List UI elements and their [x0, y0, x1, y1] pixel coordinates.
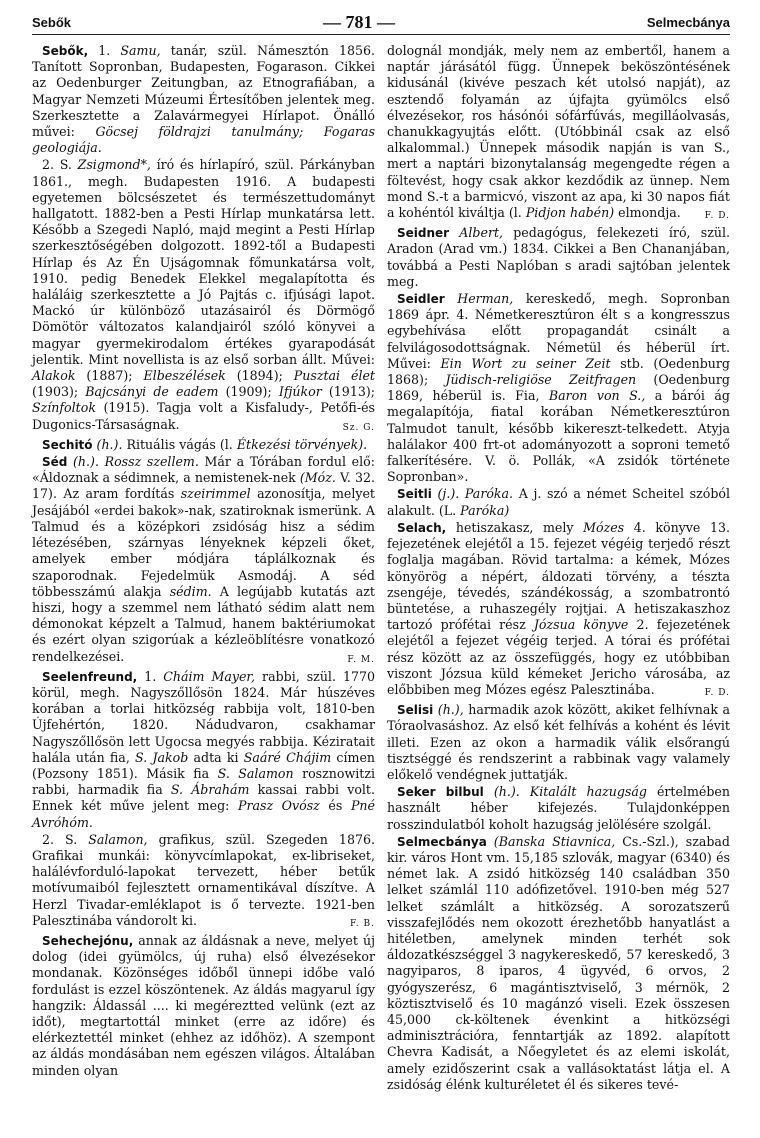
entry-italic: Alakok — [32, 368, 76, 384]
entry-signature: Sz. G. — [342, 422, 375, 433]
entry-signature: F. D. — [704, 687, 730, 698]
entry-headword: Sechitó — [42, 437, 93, 452]
entry-paragraph — [387, 702, 730, 783]
entry-italic: S. Jakob — [135, 749, 189, 765]
entry-text: 2. S. — [42, 831, 89, 847]
header-right: Selmecbánya — [646, 14, 730, 30]
entry-paragraph — [387, 834, 730, 1093]
entry-text: grafikus, szül. Szegeden 1876. Grafikai munkái: könyvcímlapokat, ex-libriseket, halálévforduló-lapokat tervezett, héber betűk motívumaiból fejlesztett ornamentikával díszítve. A Herzl Tivadar-emléklapot is ő tervezte. 1921-ben Palesztinába vándorolt ki. — [32, 831, 375, 928]
entry-italic: Józsua könyve — [533, 617, 629, 633]
entry-text: a bárói ág megalapítója, fiatal korában Németkeresztúron Talmudot tanult, később kikereszt-telkedett. Atyja halálakor 400 frt-ot adományozott a soproni temető falkerítésére. V. ö. Pollák, «A zsidók története Sopronban». — [387, 388, 730, 485]
entry-signature: F. M. — [347, 654, 375, 665]
columns — [32, 43, 730, 1094]
entry-paragraph — [387, 520, 730, 701]
entry-text: kereskedő, megh. Sopronban 1869 ápr. 4. Németkeresztúron élt s a kongresszus egybehívása előtt propagandát csinált a felvilágosodottságnak. Németül és héberül írt. Művei: — [387, 291, 730, 371]
entry-signature: F. B. — [349, 918, 375, 929]
entry-italic: Zsigmond*, — [77, 157, 151, 173]
entry-paragraph — [387, 784, 730, 833]
entry-text: (1903); — [32, 384, 86, 400]
entry-italic: Ifjúkor — [278, 384, 322, 400]
header-left: Sebők — [32, 14, 72, 30]
entry-italic: Herman, — [444, 291, 514, 307]
entry-text: rabbi, szül. 1770 körül, megh. Nagyszőllősön 1824. Már húszéves korában a torlai hitközség rabbija volt, 1810-ben Újfehértón, 1820. Nádudvaron, csakhamar Nagyszőllősön lett Ugocsa megyés rabbija. Kéziratait halála után fia, — [32, 668, 375, 765]
entry-italic: Saáré Chájim — [243, 749, 332, 765]
entry-headword: Seelenfreund, — [42, 669, 138, 684]
page-number: — 781 — — [322, 11, 395, 32]
entry-paragraph — [387, 486, 730, 518]
entry-paragraph — [32, 454, 375, 668]
entry-italic: Paróka) — [460, 502, 510, 518]
entry-headword: Seitli — [397, 487, 432, 502]
entry-paragraph — [32, 437, 375, 453]
page-header — [32, 10, 730, 35]
entry-italic: Ein Wort zu seiner Zeit — [440, 355, 611, 371]
entry-text: (1913); — [321, 384, 375, 400]
entry-italic: (h.). Kitalált hazugság — [483, 784, 647, 800]
entry-text: 4. könyve 13. fejezetének elejétől a 15. fejezet végéig terjedő részt foglalja magában. Rövid tartalma: a kémek, Mózes könyörög a népért, áldozati törvény, a tészta zsengéje, tévedés, szándékosság, a szombatrontó büntetése, a ruhaszegély rojtjai. A hetiszakaszhoz tartozó prófétai rész — [387, 519, 731, 633]
entry-text: stb. (Oedenburg 1868); — [387, 355, 730, 388]
entry-paragraph — [32, 832, 375, 932]
entry-italic: Albert, — [449, 225, 504, 241]
entry-text: (1915). Tagja volt a Kisfaludy-, Petőfi-és Dugonics-Társaságnak. — [32, 400, 375, 432]
left-column — [32, 43, 375, 1094]
entry-text: pedagógus, felekezeti író, szül. Aradon (Arad vm.) 1834. Cikkei a Ben Chananjában, továbbá a Pesti Naplóban s aradi sajtóban jelentek meg. — [387, 225, 730, 289]
entry-text: azonosítja, melyet Jesájából «erdei bakok»-nak, szatiroknak ismerünk. A Talmud és a középkori zsidóság hisz a sédim létezésében, szárnyas lényeknek képzeli őket, amelyek ember módjára táplálkoznak és szaporodnak. Fejedelmük Asmodáj. A séd többesszámú alakja — [32, 486, 375, 599]
entry-headword: Selisi — [397, 703, 434, 718]
entry-text: 1. — [88, 43, 121, 58]
entry-italic: Cháim Mayer, — [163, 668, 256, 684]
right-column — [387, 43, 730, 1094]
entry-italic: Bajcsányi de eadem — [85, 384, 219, 400]
entry-text: adta ki — [188, 749, 244, 765]
entry-signature: F. D. — [704, 211, 730, 222]
entry-italic: sédim. — [169, 583, 212, 599]
entry-text: Cs.-Szl.), szabad kir. város Hont vm. 15,185 szlovák, magyar (6340) és német lak. A zsidó hitközség 140 családban 350 lelket számlál 110 adófizetővel. 1910-ben még 527 lelket számlált a hitközség. A sorozatszerű visszafejlődés nem okozott érezhetőbb hanyatlást a hitéletben, amelynek minden terhét sok áldozatkészséggel 3 nagykereskedő, 57 kereskedő, 3 nagyiparos, 8 iparos, 4 ügyvéd, 6 orvos, 2 gyógyszerész, 6 magántisztviselő, 3 mérnök, 2 köztisztviselő és 10 magánzó viseli. Ezek összesen 45,000 ck-költenek évenkint a hitközségi adminisztrációra, fenntartják az 1892. alapított Chevra Kadisát, a Nőegyletet és az elemi iskolát, amely ezidőszerint csak a vallásoktatást látja el. A zsidóság élénk kulturéletet él és sikeres tevé- — [387, 833, 730, 1092]
entry-text: 2. S. — [42, 157, 78, 173]
entry-text: kassai rabbi volt. Ennek két műve jelent meg: — [32, 782, 375, 814]
entry-text: címen (Pozsony 1851). Másik fia — [32, 749, 376, 781]
entry-italic: S. Salamon — [217, 765, 294, 781]
entry-headword: Seker bilbul — [397, 785, 484, 800]
entry-paragraph — [387, 225, 730, 290]
entry-italic: Göcsej földrajzi tanulmány; Fogaras geologiája. — [32, 124, 375, 156]
entry-paragraph — [387, 291, 730, 485]
entry-paragraph — [32, 933, 375, 1079]
entry-text: tanár, szül. Námesztón 1856. Tanított Sopronban, Budapesten, Fogarason. Cikkei az Oedenburger Zeitungban, az Etnografiában, a Magyar Nemzeti Múzeumi Értesítőben jelentek meg. Szerkesztette a Zalavármegyei Hírlapot. Önálló művei: — [32, 43, 375, 140]
entry-paragraph — [387, 43, 730, 224]
entry-headword: Sehechejónu, — [42, 933, 134, 948]
entry-headword: Selmecbánya — [397, 834, 487, 849]
entry-text: elmondja. — [614, 205, 681, 221]
entry-italic: Pusztai élet — [293, 368, 375, 384]
entry-italic: Prasz Ovósz — [237, 798, 320, 814]
entry-text: (1894); — [225, 368, 294, 384]
entry-headword: Selach, — [397, 520, 447, 535]
entry-headword: Séd — [42, 455, 68, 470]
entry-italic: (h.). — [92, 436, 123, 452]
entry-text: Rituális vágás (l. — [122, 436, 237, 452]
entry-italic: Baron von S., — [548, 388, 646, 404]
entry-italic: Színfoltok — [32, 400, 96, 416]
entry-italic: szeirimmel — [180, 486, 251, 502]
entry-text: A j. szó a német Scheitel szóból alakult. (L. — [387, 486, 730, 518]
entry-italic: (Banska Stiavnica, — [486, 833, 616, 849]
entry-paragraph — [32, 669, 375, 831]
entry-text: V. 32. 17). Az aram fordítás — [32, 470, 375, 502]
entry-headword: Seidler — [397, 292, 445, 307]
entry-italic: (h.). Rossz szellem. — [67, 454, 199, 470]
entry-paragraph — [32, 157, 375, 435]
entry-headword: Sebők, — [42, 44, 89, 58]
entry-text: dolognál mondják, mely nem az embertől, hanem a naptár járásától függ. Ünnepek beköszöntésének kidusánál (kivéve peszach két utolsó napját), az esztendő folyamán az újfajta gyümölcs első élvezésekor, ros hásónói sófárfúvás, megilláolvasás, chanukkagyujtás előtt. (Utóbbinál csak az első alkalommal.) Ünnepek második napján is van S., mert a naptári bizonytalanság megengedte régen a föltevést, hogy csak akkor kezdődik az ünnep. Nem mond S.-t a barmicvó, viszont az apa, ki 30 napos fiát a kohéntól kiváltja (l. — [387, 43, 730, 221]
entry-text: annak az áldásnak a neve, melyet új dolog (idei gyümölcs, új ruha) első élvezésekor mondanak. Közönséges időből ünnepi időbe való fordulást is ezzel köszöntenek. Az áldás magyarul így hangzik: Áldassál .... ki megéreztted velünk (ezt az időt), megtartottál minket (erre az időre) és elérkeztettél minket (ehhez az időhöz). A szempont az áldás mondásában nem egészen világos. Általában minden olyan — [32, 932, 375, 1078]
entry-italic: Elbeszélések — [143, 368, 226, 384]
entry-italic: Pidjon habén) — [525, 205, 615, 221]
entry-italic: S. Ábrahám — [170, 782, 250, 798]
entry-text: (Oedenburg 1869, héberül is. Fia, — [387, 372, 730, 404]
entry-text: Már a Tórában fordul elő: «Áldoznak a sédimnek, a nemistenek-nek — [32, 454, 375, 486]
entry-text: 1. — [137, 668, 164, 684]
entry-text: (1909); — [218, 384, 279, 400]
entry-text: rosznowitzi rabbi, harmadik fia — [32, 765, 376, 798]
entry-text: A legújabb kutatás azt hiszi, hogy a szemmel nem látható sédim alatt nem démonokat képzelt a Talmud, hanem baktériumokat és ezért olyan szigorúak a kézleöblítésre vonatkozó rendelkezései. — [32, 583, 375, 664]
entry-italic: Mózes — [583, 519, 625, 535]
entry-italic: Salamon, — [88, 831, 148, 847]
entry-text: (1887); — [75, 368, 144, 384]
entry-text: író és hírlapíró, szül. Párkányban 1861., megh. Budapesten 1916. A budapesti egyetemen bölcsészetet és természettudományt hallgatott. 1882-ben a Pesti Hírlap munkatársa lett. Később a Szegedi Napló, majd megint a Pesti Hírlap szerkesztőségében dolgozott. 1892-től a Budapesti Hírlap és Az Én Ujságomnak főmunkatársa volt, 1910. pedig Benedek Elekkel megalapította és haláláig szerkesztette a Jó Pajtás c. ifjúsági lapot. Mackó úr különböző utazásairól és Dörmögő Dömötör változatos kalandjairól szóló könyvei a magyar gyermekirodalom értékes gyarapodását jelentik. Mint novellista is az első sorban állt. Művei: — [32, 157, 375, 367]
entry-italic: (h.), — [433, 702, 464, 718]
entry-italic: (Móz. — [299, 470, 336, 486]
entry-headword: Seidner — [397, 226, 450, 241]
entry-italic: Pné Avróhóm. — [32, 798, 375, 830]
entry-italic: (j.). Paróka. — [431, 486, 514, 502]
entry-text: értelmében használt héber kifejezés. Tulajdonképpen rosszindulatból koholt hazugság jelölésére szolgál. — [387, 784, 730, 832]
entry-text: 2. fejezetének elejétől a fejezet végéig terjed. A tórai és prófétai rész között az az összefüggés, hogy ez utóbbiban viszont Józsua küld kémeket Jericho városába, az előbbiben meg Mózes egész Palesztinába. — [387, 617, 730, 697]
entry-paragraph — [32, 43, 375, 156]
entry-text: harmadik azok között, akiket felhívnak a Tóraolvasáshoz. Az első két felhívás a kohént és lévit illeti. Ezen az okon a harmadik válik elsőrangú tisztséggé és rendszerint a rabbinak vagy valamely előkelő vendégnek juttatják. — [387, 702, 730, 782]
entry-italic: Étkezési törvények). — [236, 436, 368, 452]
entry-italic: Jüdisch-religiöse Zeitfragen — [445, 372, 637, 388]
entry-text: hetiszakasz, mely — [446, 519, 584, 535]
entry-italic: Samu, — [120, 43, 161, 58]
entry-text: és — [319, 798, 351, 814]
